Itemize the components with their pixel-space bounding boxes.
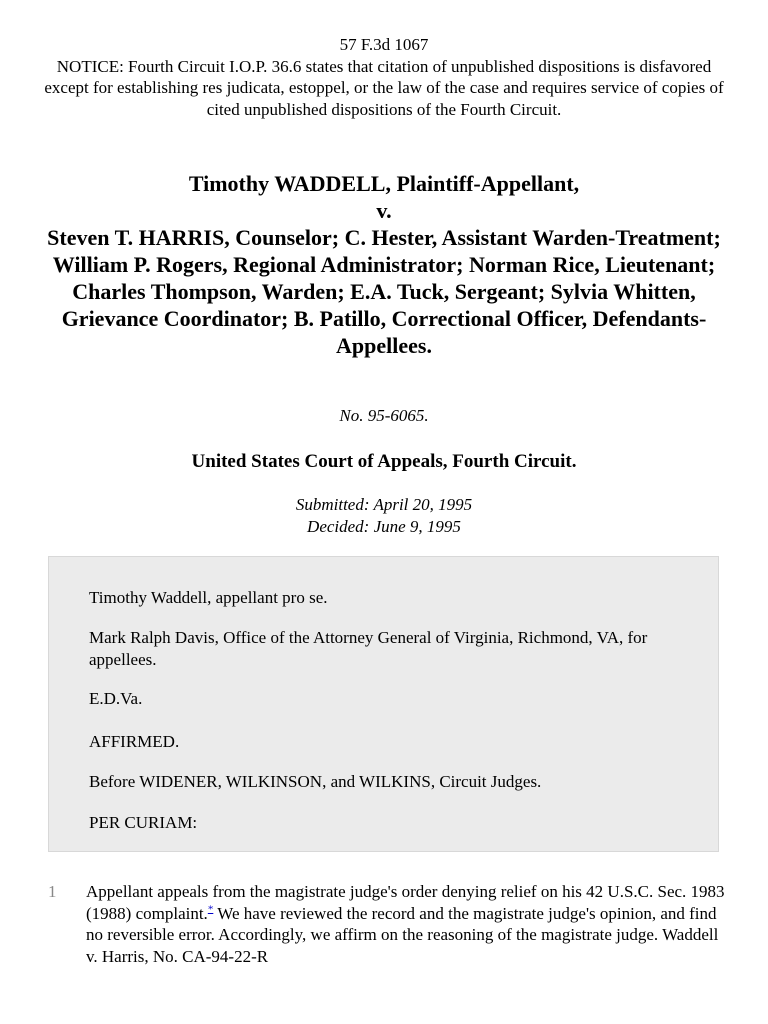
reporter-citation: 57 F.3d 1067: [339, 35, 429, 54]
document-header: [40, 34, 728, 120]
paragraph-text: [86, 881, 728, 967]
counsel-box: [48, 556, 719, 852]
unpublished-notice: NOTICE: Fourth Circuit I.O.P. 36.6 states that citation of unpublished dispositions is disfavored except for establishing res judicata, estoppel, or the law of the case and requires service of copies of cited unpublished dispositions of the Fourth Circuit.: [44, 56, 724, 119]
per-curiam: PER CURIAM:: [89, 813, 198, 832]
submitted-date: Submitted: April 20, 1995: [295, 495, 473, 514]
paragraph-number: 1: [48, 882, 57, 901]
district-court: E.D.Va.: [89, 689, 143, 708]
case-caption: [30, 170, 738, 359]
versus-line: v.: [376, 198, 392, 223]
court-name: United States Court of Appeals, Fourth Circuit.: [191, 451, 577, 472]
disposition: AFFIRMED.: [89, 732, 180, 751]
plaintiff-line: Timothy WADDELL, Plaintiff-Appellant,: [188, 171, 580, 196]
text-after-footnote: We have reviewed the record and the magistrate judge's opinion, and find no reversible error. Accordingly, we affirm on the reasoning of the magistrate judge. Waddell v. Harris, No. CA-94-22-R: [86, 903, 719, 966]
opinion-paragraph: [48, 881, 728, 967]
appellees-counsel: Mark Ralph Davis, Office of the Attorney General of Virginia, Richmond, VA, for appellees.: [89, 628, 648, 669]
decided-date: Decided: June 9, 1995: [307, 516, 461, 536]
text-before-footnote: Appellant appeals from the magistrate judge's order denying relief on his 42 U.S.C. Sec. 1983 (1988) complaint.: [86, 882, 725, 923]
judges-panel: Before WIDENER, WILKINSON, and WILKINS, Circuit Judges.: [89, 772, 542, 791]
docket-number: No. 95-6065.: [339, 406, 429, 425]
case-dates: [0, 494, 768, 537]
appellant-counsel: Timothy Waddell, appellant pro se.: [89, 588, 328, 607]
footnote-link[interactable]: *: [207, 902, 214, 915]
defendants-line: Steven T. HARRIS, Counselor; C. Hester, Assistant Warden-Treatment; William P. Rogers, Regional Administrator; Norman Rice, Lieutenant; Charles Thompson, Warden; E.A. Tuck, Sergeant; Sylvia Whitten, Grievance Coordinator; B. Patillo, Correctional Officer, Defendants-Appellees.: [47, 225, 721, 358]
